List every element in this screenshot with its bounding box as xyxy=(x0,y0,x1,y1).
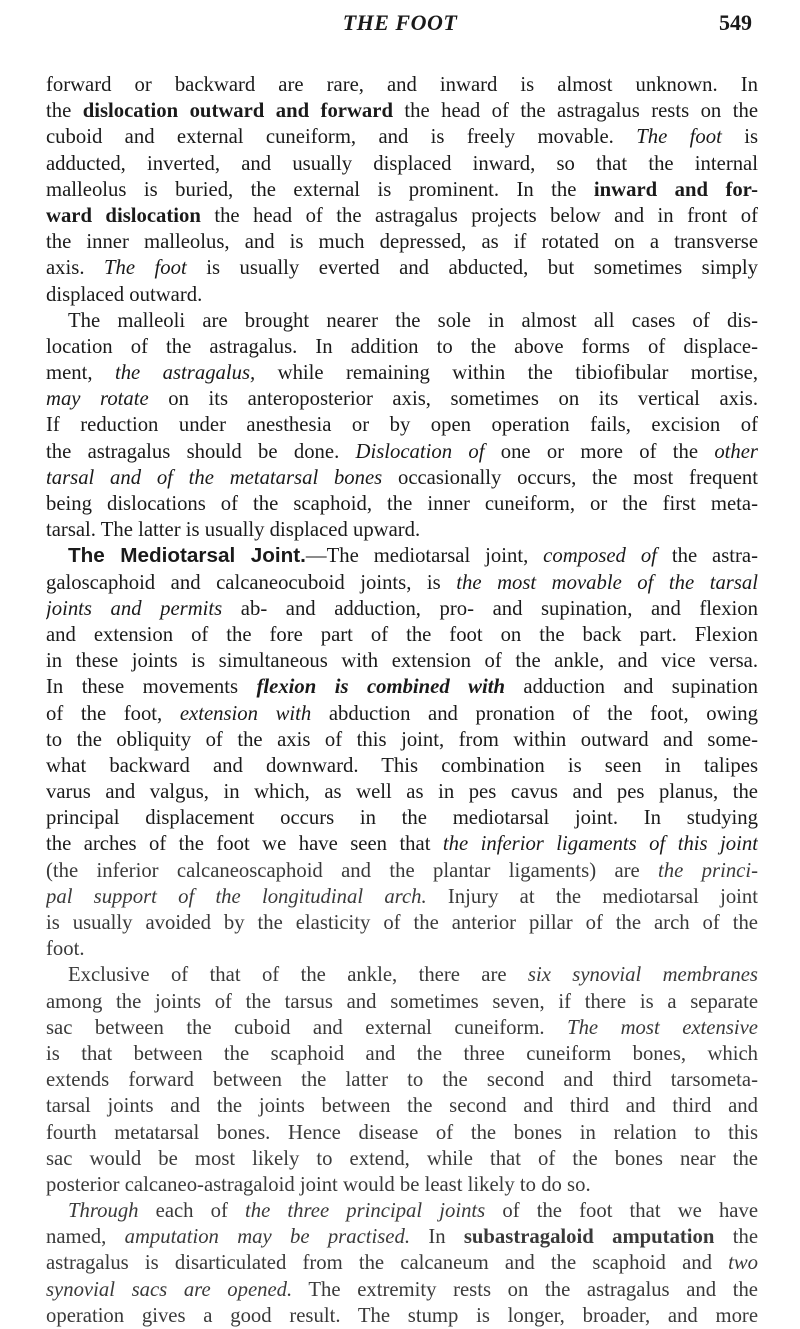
text-span: adducted, inverted, and usually displaced inward, so that the internal xyxy=(46,152,758,175)
text-span: to the obliquity of the axis of this joint, from within outward and some- xyxy=(46,728,758,751)
text-span: In these movements xyxy=(46,676,257,699)
emphasis-span: two xyxy=(728,1252,758,1275)
text-span: the arches of the foot we have seen that xyxy=(46,833,443,856)
text-span: If reduction under anesthesia or by open operation fails, excision of xyxy=(46,414,758,437)
text-span: displaced outward. xyxy=(46,283,203,306)
emphasis-span: six synovial membranes xyxy=(527,964,758,987)
text-span: cuboid and external cuneiform, and is freely movable. xyxy=(46,126,637,149)
text-span: the astragalus should be done. xyxy=(46,440,356,463)
emphasis-span: Through xyxy=(68,1200,139,1223)
text-span: occasionally occurs, the most frequent xyxy=(382,466,758,489)
text-line xyxy=(46,1198,758,1224)
text-line xyxy=(46,805,758,831)
text-line xyxy=(46,1250,758,1276)
text-span: each of xyxy=(138,1200,246,1223)
text-span: on its anteroposterior axis, sometimes on its vertical axis. xyxy=(148,388,758,411)
text-line xyxy=(46,177,758,203)
text-line xyxy=(46,570,758,596)
text-line xyxy=(46,962,758,988)
text-span: the inner malleolus, and is much depressed, as if rotated on a transverse xyxy=(46,231,758,254)
text-line xyxy=(46,1041,758,1067)
text-line xyxy=(46,412,758,438)
emphasis-span: amputation may be practised. xyxy=(124,1226,410,1249)
page-number: 549 xyxy=(719,10,752,35)
text-span: Exclusive of that of the ankle, there are xyxy=(68,964,528,987)
text-span: of the foot, xyxy=(46,702,180,725)
text-line xyxy=(46,517,758,543)
text-line xyxy=(46,1015,758,1041)
text-line xyxy=(46,779,758,805)
text-line xyxy=(46,1224,758,1250)
text-span: ab- and adduction, pro- and supination, and flexion xyxy=(222,597,758,620)
emphasis-span: subastragaloid amputation xyxy=(463,1226,715,1249)
text-span: Injury at the mediotarsal joint xyxy=(426,885,758,908)
text-span: posterior calcaneo-astragaloid joint would be least likely to do so. xyxy=(46,1173,591,1196)
text-span: tarsal. The latter is usually displaced upward. xyxy=(46,519,421,542)
emphasis-span: composed of xyxy=(543,545,657,568)
text-span: (the inferior calcaneoscaphoid and the plantar ligaments) are xyxy=(46,859,659,882)
text-line xyxy=(46,491,758,517)
emphasis-span: Dislocation of xyxy=(355,440,485,463)
text-span: what backward and downward. This combination is seen in talipes xyxy=(46,754,758,777)
text-span: ment, xyxy=(46,362,115,385)
text-span: extends forward between the latter to the second and third tarsometa- xyxy=(46,1069,758,1092)
emphasis-span: synovial sacs are opened. xyxy=(46,1278,293,1301)
emphasis-span: the princi- xyxy=(658,859,758,882)
text-line xyxy=(46,72,758,98)
text-span: varus and valgus, in which, as well as in pes cavus and pes planus, the xyxy=(46,781,758,804)
emphasis-span: dislocation outward and forward xyxy=(82,100,393,123)
text-span: —The mediotarsal joint, xyxy=(305,545,544,568)
text-span: one or more of the xyxy=(484,440,715,463)
text-line xyxy=(46,753,758,779)
text-span: malleolus is buried, the external is prominent. In the xyxy=(46,178,594,201)
text-span: sac between the cuboid and external cuneiform. xyxy=(46,1016,568,1039)
text-line xyxy=(46,1172,758,1198)
emphasis-span: tarsal and of the metatarsal bones xyxy=(46,466,383,489)
emphasis-span: The foot xyxy=(636,126,722,149)
text-span: the xyxy=(714,1226,758,1249)
text-line xyxy=(46,936,758,962)
emphasis-span: flexion is combined with xyxy=(256,676,505,699)
text-line xyxy=(46,360,758,386)
text-span: is that between the scaphoid and the three cuneiform bones, which xyxy=(46,1042,758,1065)
emphasis-span: joints and permits xyxy=(46,597,223,620)
text-line xyxy=(46,1146,758,1172)
text-span: sac would be most likely to extend, while that of the bones near the xyxy=(46,1147,758,1170)
text-line xyxy=(46,701,758,727)
text-span: the head of the astragalus projects below and in front of xyxy=(200,204,758,227)
text-span: galoscaphoid and calcaneocuboid joints, is xyxy=(46,571,457,594)
text-line xyxy=(46,858,758,884)
text-span: the astra- xyxy=(656,545,758,568)
text-line xyxy=(46,727,758,753)
page-header xyxy=(0,4,800,44)
text-span: named, xyxy=(46,1226,125,1249)
text-line xyxy=(46,1067,758,1093)
text-span: forward or backward are rare, and inward is almost unknown. In xyxy=(46,74,758,96)
emphasis-span: the astragalus, xyxy=(114,362,256,385)
text-line xyxy=(46,98,758,124)
text-span: the xyxy=(46,100,83,123)
text-line xyxy=(46,124,758,150)
text-span: abduction and pronation of the foot, owing xyxy=(311,702,758,725)
emphasis-span: extension with xyxy=(179,702,312,725)
text-span: astragalus is disarticulated from the calcaneum and the scaphoid and xyxy=(46,1252,729,1275)
emphasis-span: inward and for- xyxy=(593,178,758,201)
body-text xyxy=(46,72,758,1329)
text-line xyxy=(46,674,758,700)
emphasis-span: the inferior ligaments of this joint xyxy=(442,833,758,856)
emphasis-span: ward dislocation xyxy=(46,204,201,227)
emphasis-span: the most movable of the tarsal xyxy=(456,571,758,594)
text-span: location of the astragalus. In addition to the above forms of displace- xyxy=(46,335,758,358)
emphasis-span: other xyxy=(714,440,758,463)
text-line xyxy=(46,203,758,229)
text-span: is usually avoided by the elasticity of the anterior pillar of the arch of the xyxy=(46,912,758,934)
text-span: adduction and supination xyxy=(504,676,758,699)
text-line xyxy=(46,910,758,936)
emphasis-span: may rotate xyxy=(46,388,149,411)
text-line xyxy=(46,465,758,491)
text-line xyxy=(46,439,758,465)
text-line xyxy=(46,255,758,281)
text-span: operation gives a good result. The stump is longer, broader, and more xyxy=(46,1304,758,1327)
text-line xyxy=(46,1277,758,1303)
text-span: among the joints of the tarsus and sometimes seven, if there is a separate xyxy=(46,990,758,1013)
text-span: while remaining within the tibiofibular mortise, xyxy=(255,362,758,385)
text-span: foot. xyxy=(46,938,85,961)
text-span: The extremity rests on the astragalus and the xyxy=(292,1278,758,1301)
text-span: axis. xyxy=(46,257,104,280)
text-line xyxy=(46,1120,758,1146)
text-span: fourth metatarsal bones. Hence disease of the bones in relation to this xyxy=(46,1121,758,1144)
text-span: and extension of the fore part of the foot on the back part. Flexion xyxy=(46,623,758,646)
text-span: of the foot that we have xyxy=(485,1200,758,1223)
text-line xyxy=(46,386,758,412)
text-span: is xyxy=(721,126,758,149)
text-span: The malleoli are brought nearer the sole in almost all cases of dis- xyxy=(68,309,758,332)
emphasis-span: The most extensive xyxy=(567,1016,758,1039)
text-line xyxy=(46,1093,758,1119)
emphasis-span: pal support of the longitudinal arch. xyxy=(46,885,427,908)
emphasis-span: the three principal joints xyxy=(245,1200,486,1223)
text-line xyxy=(46,648,758,674)
text-span: tarsal joints and the joints between the second and third and third and xyxy=(46,1095,758,1118)
text-line xyxy=(46,1303,758,1329)
text-span: is usually everted and abducted, but sometimes simply xyxy=(186,257,758,280)
text-line xyxy=(46,334,758,360)
text-span: the head of the astragalus rests on the xyxy=(392,100,758,123)
text-line xyxy=(46,596,758,622)
text-line xyxy=(46,151,758,177)
text-line xyxy=(46,884,758,910)
text-line xyxy=(46,229,758,255)
text-line xyxy=(46,622,758,648)
text-span: in these joints is simultaneous with extension of the ankle, and vice versa. xyxy=(46,650,758,673)
text-span: being dislocations of the scaphoid, the inner cuneiform, or the first meta- xyxy=(46,493,758,515)
text-line xyxy=(46,831,758,857)
text-line xyxy=(46,543,758,569)
emphasis-span: The Mediotarsal Joint. xyxy=(68,544,306,568)
text-span: In xyxy=(410,1226,464,1249)
running-title: THE FOOT xyxy=(342,10,458,35)
text-line xyxy=(46,308,758,334)
text-line xyxy=(46,989,758,1015)
text-span: principal displacement occurs in the mediotarsal joint. In studying xyxy=(46,807,758,830)
emphasis-span: The foot xyxy=(104,257,187,280)
text-line xyxy=(46,282,758,308)
